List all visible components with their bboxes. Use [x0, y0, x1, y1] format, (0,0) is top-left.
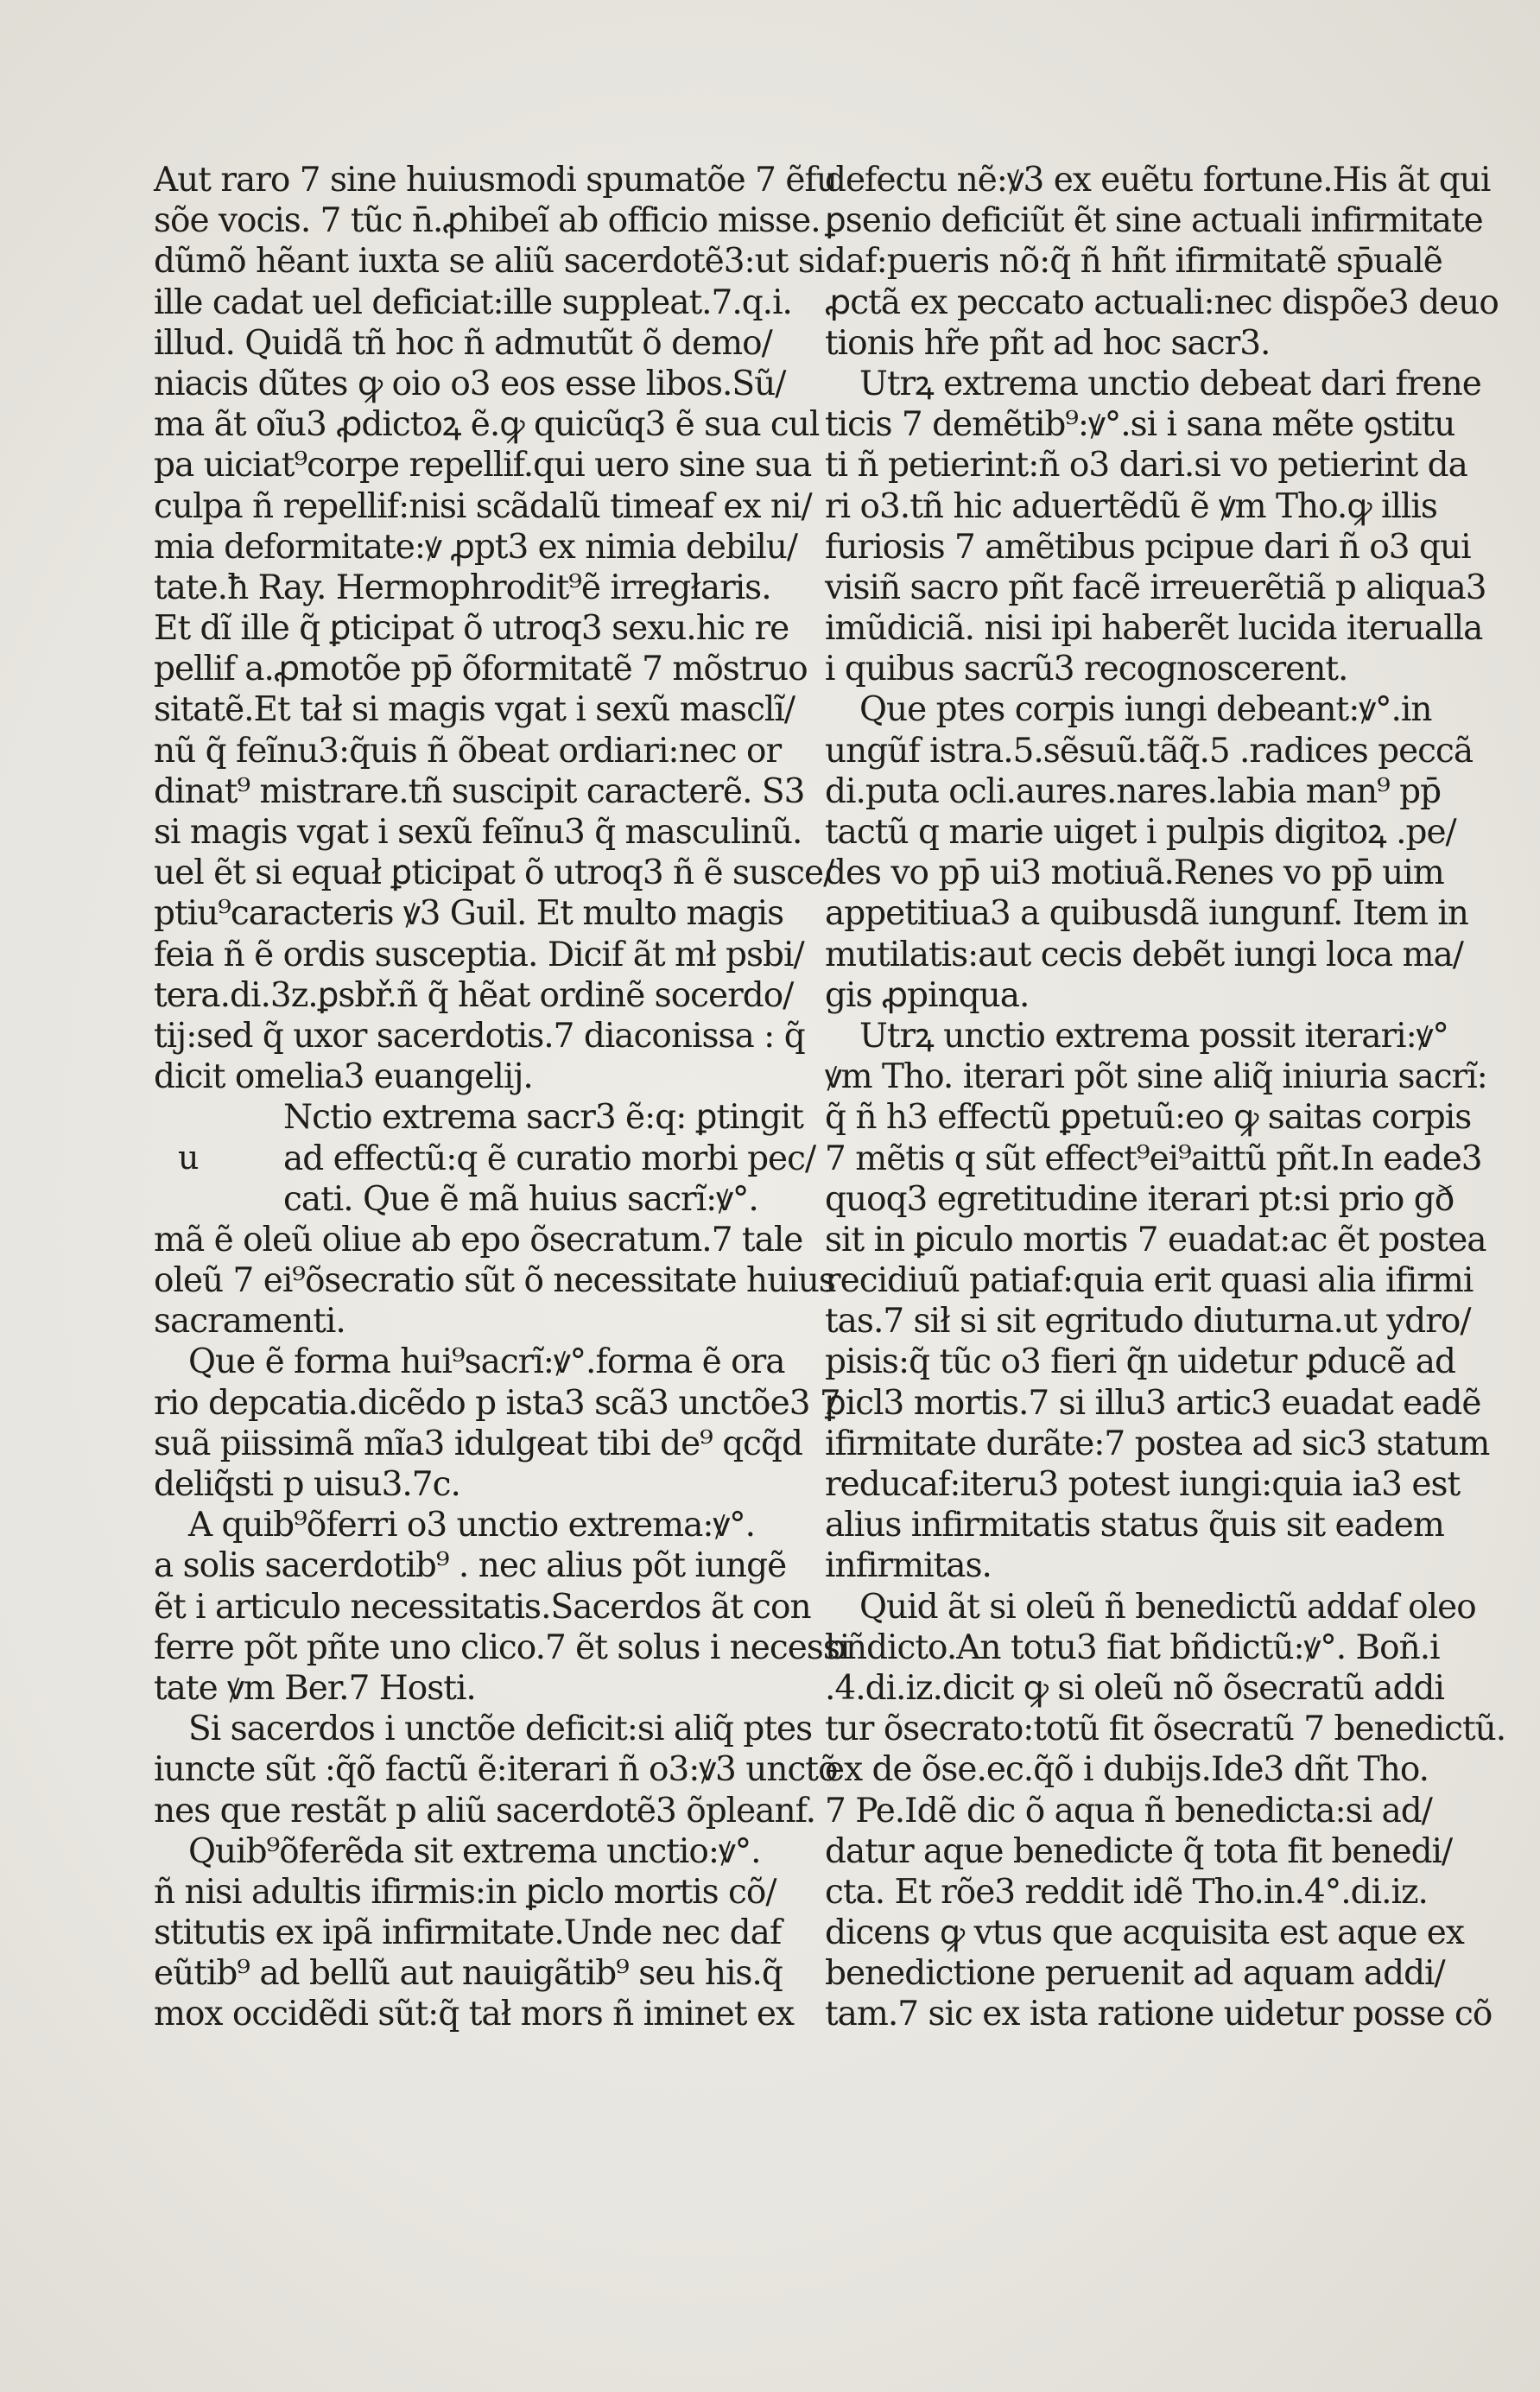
text-line: oleũ 7 ei⁹õsecratio sũt õ necessitate huius	[154, 1261, 835, 1301]
text-line: dicens ꝙ vtus que acquisita est aque ex	[825, 1913, 1464, 1953]
text-line: ad effectũ:q ẽ curatio morbi pec/	[283, 1139, 816, 1178]
text-line: ꝓctã ex peccato actuali:nec dispõe3 deuo	[825, 282, 1499, 322]
text-line: sõe vocis. 7 tũc n̄.ꝓhibeĩ ab officio misse.	[154, 201, 821, 241]
text-line: iuncte sũt :q̃õ factũ ẽ:iterari ñ o3:ꝟ3 unctõ	[154, 1750, 838, 1790]
text-line: tate ꝟm Ber.7 Hosti.	[154, 1668, 476, 1708]
text-line: sacramenti.	[154, 1302, 345, 1342]
text-line: Utrꝝ extrema unctio debeat dari frene	[859, 364, 1481, 403]
text-line: ptiu⁹caracteris ꝟ3 Guil. Et multo magis	[154, 894, 784, 934]
text-line: stitutis ex ipã infirmitate.Unde nec daf	[154, 1913, 782, 1953]
text-line: Et dĩ ille q̃ ꝑticipat õ utroq3 sexu.hic re	[154, 609, 789, 649]
text-line: tas.7 sił si sit egritudo diuturna.ut ydro/	[825, 1302, 1471, 1342]
text-line: cta. Et rõe3 reddit idẽ Tho.in.4°.di.iz.	[825, 1872, 1428, 1912]
text-line: recidiuũ patiaf:quia erit quasi alia ifirmi	[825, 1261, 1473, 1301]
text-line: mox occidẽdi sũt:q̃ tał mors ñ iminet ex	[154, 1995, 794, 2034]
text-line: q̃ ñ h3 effectũ ꝑpetuũ:eo ꝙ saitas corpis	[825, 1098, 1472, 1138]
left-column	[154, 160, 850, 2035]
text-line: di.puta ocli.aures.nares.labia man⁹ pp̄	[825, 771, 1442, 811]
text-line: dinat⁹ mistrare.tñ suscipit caracterẽ. S3	[154, 771, 805, 811]
right-column	[825, 160, 1506, 2035]
text-line: furiosis 7 amẽtibus pcipue dari ñ o3 qui	[825, 527, 1471, 567]
text-line: mã ẽ oleũ oliue ab epo õsecratum.7 tale	[154, 1220, 803, 1259]
text-line: cati. Que ẽ mã huius sacrĩ:ꝟ°.	[283, 1179, 758, 1219]
text-line: .4.di.iz.dicit ꝙ si oleũ nõ õsecratũ addi	[825, 1668, 1444, 1708]
text-line: rio depcatia.dicẽdo p ista3 scã3 unctõe3 7	[154, 1383, 840, 1423]
text-line: illud. Quidã tñ hoc ñ admutũt õ demo/	[154, 323, 772, 363]
text-line: tate.ħ Ray. Hermophrodit⁹ẽ irregłaris.	[154, 568, 771, 607]
text-line: suã piissimã mĩa3 idulgeat tibi de⁹ qcq̃d	[154, 1424, 802, 1463]
text-line: mia deformitate:ꝟ ꝓpt3 ex nimia debilu/	[154, 527, 798, 567]
text-line: des vo pp̄ ui3 motiuã.Renes vo pp̄ uim	[825, 853, 1444, 893]
text-line: benedictione peruenit ad aquam addi/	[825, 1954, 1445, 1994]
text-line: pisis:q̃ tũc o3 fieri q̃n uidetur ꝑducẽ ad	[825, 1342, 1455, 1382]
text-line: A quib⁹õferri o3 unctio extrema:ꝟ°.	[188, 1506, 756, 1545]
text-line: ungũf istra.5.sẽsuũ.tãq̃.5 .radices peccã	[825, 731, 1473, 771]
text-line: visiñ sacro pñt facẽ irreuerẽtiã p aliqua3	[825, 568, 1486, 607]
text-line: niacis dũtes ꝙ oio o3 eos esse libos.Sũ/	[154, 364, 786, 403]
text-line: reducaf:iteru3 potest iungi:quia ia3 est	[825, 1465, 1461, 1504]
text-line: culpa ñ repellif:nisi scãdalũ timeaf ex ni/	[154, 486, 812, 526]
text-line: i quibus sacrũ3 recognoscerent.	[825, 650, 1348, 689]
text-line: ꝑicl3 mortis.7 si illu3 artic3 euadat eadẽ	[825, 1383, 1481, 1423]
text-line: 7 Pe.Idẽ dic õ aqua ñ benedicta:si ad/	[825, 1791, 1432, 1830]
text-line: nũ q̃ feĩnu3:q̃uis ñ õbeat ordiari:nec or	[154, 731, 782, 771]
text-line: tera.di.3z.ꝑsbř.ñ q̃ hẽat ordinẽ socerdo/	[154, 975, 794, 1015]
text-line: datur aque benedicte q̃ tota fit benedi/	[825, 1831, 1453, 1871]
text-line: tur õsecrato:totũ fit õsecratũ 7 benedictũ.	[825, 1710, 1506, 1749]
text-line: sitatẽ.Et tał si magis vgat i sexũ masclĩ/	[154, 690, 795, 730]
text-line: appetitiua3 a quibusdã iungunf. Item in	[825, 894, 1468, 934]
text-line: tam.7 sic ex ista ratione uidetur posse cõ	[825, 1995, 1492, 2034]
guide-letter-u: u	[178, 1139, 199, 1177]
text-line: bñdicto.An totu3 fiat bñdictũ:ꝟ°. Boñ.i	[825, 1627, 1440, 1667]
text-line: ñ nisi adultis ifirmis:in ꝑiclo mortis cõ/	[154, 1872, 776, 1912]
text-line: ifirmitate durãte:7 postea ad sic3 statum	[825, 1424, 1490, 1463]
text-line: ticis 7 demẽtib⁹:ꝟ°.si i sana mẽte ꝯstitu	[825, 405, 1455, 445]
text-line: Nctio extrema sacr3 ẽ:q: ꝑtingit	[283, 1098, 803, 1138]
text-line: Quib⁹õferẽda sit extrema unctio:ꝟ°.	[188, 1831, 761, 1871]
text-line: imũdiciã. nisi ipi haberẽt lucida iterualla	[825, 609, 1483, 649]
text-line: quoq3 egretitudine iterari pt:si prio gð	[825, 1179, 1454, 1219]
text-line: 7 mẽtis q sũt effect⁹ei⁹aittũ pñt.In eade3	[825, 1139, 1482, 1178]
text-line: feia ñ ẽ ordis susceptia. Dicif ãt mł psbi/	[154, 935, 804, 974]
text-line: tij:sed q̃ uxor sacerdotis.7 diaconissa : q̃	[154, 1016, 805, 1056]
text-line: Que ptes corpis iungi debeant:ꝟ°.in	[859, 690, 1432, 730]
text-line: nes que restãt p aliũ sacerdotẽ3 õpleanf.	[154, 1791, 816, 1830]
text-line: ꝟm Tho. iterari põt sine aliq̃ iniuria sacrĩ:	[825, 1057, 1487, 1097]
text-line: uel ẽt si equał ꝑticipat õ utroq3 ñ ẽ susce/	[154, 853, 834, 893]
text-line: defectu nẽ:ꝟ3 ex euẽtu fortune.His ãt qui	[825, 161, 1491, 200]
text-line: Utrꝝ unctio extrema possit iterari:ꝟ°	[859, 1016, 1448, 1056]
text-line: ẽt i articulo necessitatis.Sacerdos ãt con	[154, 1587, 811, 1627]
text-line: tactũ q marie uiget i pulpis digitoꝝ .pe/	[825, 813, 1456, 852]
text-line: ex de õse.ec.q̃õ i dubijs.Ide3 dñt Tho.	[825, 1750, 1429, 1790]
text-line: pa uiciat⁹corpe repellif.qui uero sine sua	[154, 446, 812, 485]
text-line: infirmitas.	[825, 1546, 992, 1586]
text-line: tionis hr̃e pñt ad hoc sacr3.	[825, 323, 1271, 363]
text-line: Aut raro 7 sine huiusmodi spumatõe 7 ẽfu	[154, 161, 837, 200]
text-line: ferre põt pñte uno clico.7 ẽt solus i necessi	[154, 1627, 850, 1667]
text-line: a solis sacerdotib⁹ . nec alius põt iungẽ	[154, 1546, 787, 1586]
text-line: mutilatis:aut cecis debẽt iungi loca ma/	[825, 935, 1463, 974]
text-line: alius infirmitatis status q̃uis sit eadem	[825, 1506, 1444, 1545]
text-line: ille cadat uel deficiat:ille suppleat.7.q.i.	[154, 282, 792, 322]
text-line: Si sacerdos i unctõe deficit:si aliq̃ ptes	[188, 1710, 813, 1749]
text-line: si magis vgat i sexũ feĩnu3 q̃ masculinũ.	[154, 813, 802, 852]
text-line: deliq̃sti p uisu3.7c.	[154, 1465, 460, 1504]
text-line: ma ãt oĩu3 ꝓdictoꝝ ẽ.ꝙ quicũq3 ẽ sua cul	[154, 405, 820, 445]
text-line: daf:pueris nõ:q̃ ñ hñt ifirmitatẽ sp̄ualẽ	[825, 242, 1442, 282]
unction-section-start	[154, 1097, 816, 1220]
text-line: Quid ãt si oleũ ñ benedictũ addaf oleo	[859, 1587, 1476, 1627]
text-line: gis ꝓpinqua.	[825, 975, 1030, 1015]
text-line: Que ẽ forma hui⁹sacrĩ:ꝟ°.forma ẽ ora	[188, 1342, 785, 1382]
text-line: eũtib⁹ ad bellũ aut nauigãtib⁹ seu his.q̃	[154, 1954, 783, 1994]
text-line: ri o3.tñ hic aduertẽdũ ẽ ꝟm Tho.ꝙ illis	[825, 486, 1437, 526]
text-line: ꝑsenio deficiũt ẽt sine actuali infirmitate	[825, 201, 1483, 241]
text-line: ti ñ petierint:ñ o3 dari.si vo petierint da	[825, 446, 1467, 485]
text-line: dũmõ hẽant iuxta se aliũ sacerdotẽ3:ut si	[154, 242, 825, 282]
text-line: pellif a.ꝓmotõe pp̄ õformitatẽ 7 mõstruo	[154, 650, 808, 689]
text-line: sit in ꝑiculo mortis 7 euadat:ac ẽt postea	[825, 1220, 1486, 1259]
text-line: dicit omelia3 euangelij.	[154, 1057, 533, 1097]
